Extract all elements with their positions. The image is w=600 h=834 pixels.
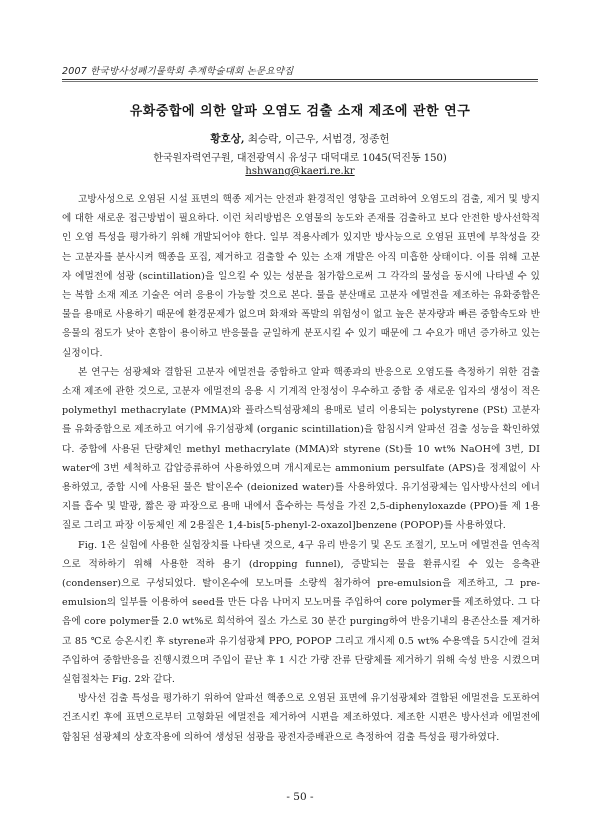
paragraph-3: Fig. 1은 실험에 사용한 실험장치를 나타낸 것으로, 4구 유리 반응기 및 온도 조절기, 모노머 에멀전을 연속적으로 적하하기 위해 사용한 적하 용기 (dropping funnel), 증발되는 물을 환류시킬 수 있는 응축관 (condenser)으로 구성되었다. 탈이온수에 모노머를 소량씩 첨가하여 pre-emulsion을 제조하고, 그 pre-emulsion의 일부를 이용하여 seed를 만든 다음 나머지 모노머를 주입하여 core polymer를 제조하였다. 그 다음에 core polymer를 2.0 wt%로 희석하여 질소 가스로 30 분간 purging하여 반응기내의 용존산소를 제거하고 85 ℃로 승온시킨 후 styrene과 유기섬광체 PPO, POPOP 그리고 개시제 0.5 wt% 수용액을 5시간에 걸쳐 주입하여 중합반응을 진행시켰으며 주입이 끝난 후 1 시간 가량 잔류 단량체를 제거하기 위해 숙성 반응 시켰으며 실험절차는 Fig. 2와 같다. [62,539,540,686]
paper-title: 유화중합에 의한 알파 오염도 검출 소재 제조에 관한 연구 [129,104,471,119]
header-rule-thin [62,81,538,82]
coauthors: 최승락, 이근우, 서범경, 정종헌 [244,133,390,145]
header-rule [62,79,538,80]
email-address[interactable]: hshwang@kaeri.re.kr [245,166,355,177]
abstract-body [62,190,540,747]
paragraph-4: 방사선 검출 특성을 평가하기 위하여 알파선 핵종으로 오염된 표면에 유기섬광체와 결합된 에멀전을 도포하여 건조시킨 후에 표면으로부터 고형화된 에멀전을 제거하여 시편을 제조하였다. 제조한 시편은 방사선과 에멀전에 함침된 섬광체의 상호작용에 의하여 생성된 섬광을 광전자증배관으로 측정하여 검출 특성을 평가하였다. [62,693,540,743]
paragraph-2: 본 연구는 섬광체와 결합된 고분자 에멀전을 중합하고 알파 핵종과의 반응으로 오염도를 측정하기 위한 검출소재 제조에 관한 것으로, 고분자 에멀전의 응용 시 기계적 안정성이 우수하고 중합 중 새로운 입자의 생성이 적은 polymethyl methacrylate (PMMA)와 플라스틱섬광체의 용매로 널리 이용되는 polystyrene (PSt) 고분자를 유화중합으로 제조하고 여기에 유기섬광체 (organic scintillation)을 함침시켜 알파선 검출 성능을 확인하였다. 중합에 사용된 단량체인 methyl methacrylate (MMA)와 styrene (St)를 10 wt% NaOH에 3번, DI water에 3번 세척하고 갑압증류하여 사용하였으며 개시제로는 ammonium persulfate (APS)을 정제없이 사용하였고, 중합 시에 사용된 물은 탈이온수 (deionized water)를 사용하였다. 유기섬광체는 입사방사선의 에너지를 흡수 및 발광, 짧은 광 파장으로 용매 내에서 흡수하는 특성을 가진 2,5-diphenyloxazde (PPO)를 제 1용질로 그리고 파장 이동체인 제 2용질은 1,4-bis[5-phenyl-2-oxazol]benzene (POPOP)를 사용하였다. [62,366,540,532]
paragraph-1: 고방사성으로 오염된 시설 표면의 핵종 제거는 안전과 환경적인 영향을 고려하여 오염도의 검출, 제거 및 방지에 대한 새로운 접근방법이 필요하다. 이런 처리방법은 오염물의 농도와 존재를 검출하고 보다 안전한 방사선학적인 오염 특성을 평가하기 위해 개발되어야 한다. 일부 적용사례가 있지만 방사능으로 오염된 표면에 부착성을 갖는 고분자를 분사시켜 핵종을 포집, 제거하고 검출할 수 있는 소재 개발은 아직 미흡한 상태이다. 이를 위해 고분자 에멀전에 섬광 (scintillation)을 일으킬 수 있는 성분을 첨가함으로써 그 각각의 물성을 동시에 나타낼 수 있는 복합 소재 제조 기술은 여러 응용이 가능할 것으로 본다. 물을 분산매로 고분자 에멀전을 제조하는 유화중합은 물을 용매로 사용하기 때문에 환경문제가 없으며 화재와 폭발의 위험성이 없고 높은 분자량과 빠른 중합속도와 반응물의 점도가 낮아 혼합이 용이하고 반응물을 균일하게 분포시킬 수 있기 때문에 그 수요가 매년 증가하고 있는 실정이다. [62,194,540,359]
running-head: 2007 한국방사성폐기물학회 추계학술대회 논문요약집 [62,66,294,77]
author-line [0,131,600,146]
page-number: - 50 - [286,791,314,803]
affiliation: 한국원자력연구원, 대전광역시 유성구 대덕대로 1045(덕진동 150) [153,153,447,164]
lead-author: 황호상, [210,133,245,145]
email-line [0,166,600,177]
